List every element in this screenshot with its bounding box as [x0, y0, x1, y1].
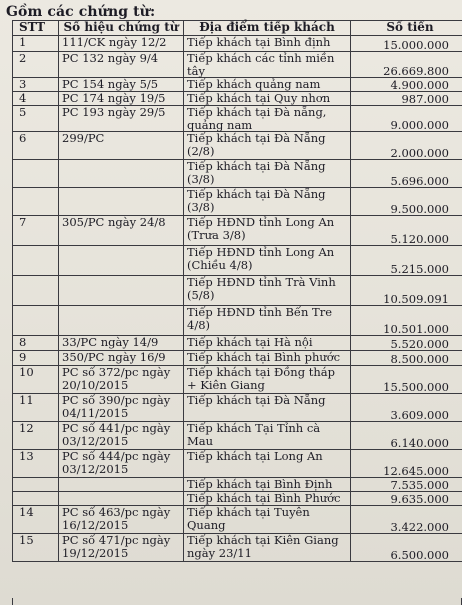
cell-so-tien: 5.696.000 [351, 160, 462, 188]
cell-dia-diem: Tiếp khách tại Kiên Giang ngày 23/11 [184, 534, 351, 562]
cell-so-tien: 10.501.000 [351, 306, 462, 336]
cell-so-hieu: 111/CK ngày 12/2 [59, 36, 184, 52]
cell-so-hieu: PC số 441/pc ngày 03/12/2015 [59, 422, 184, 450]
cell-so-tien: 9.500.000 [351, 188, 462, 216]
cell-so-tien: 6.500.000 [351, 534, 462, 562]
cell-so-tien: 9.000.000 [351, 106, 462, 132]
cell-so-tien: 3.422.000 [351, 506, 462, 534]
cell-so-tien: 4.900.000 [351, 78, 462, 92]
cell-dia-diem: Tiếp khách tại Đà nẵng, quảng nam [184, 106, 351, 132]
cell-dia-diem: Tiếp khách quảng nam [184, 78, 351, 92]
table-row [13, 534, 462, 562]
cell-so-hieu [59, 160, 184, 188]
cell-stt [13, 276, 59, 306]
cell-dia-diem: Tiếp khách tại Long An [184, 450, 351, 478]
header-stt: STT [13, 21, 59, 36]
cell-so-tien: 987.000 [351, 92, 462, 106]
table-row [13, 246, 462, 276]
table-header-row [13, 21, 462, 36]
cell-stt: 9 [13, 351, 59, 366]
cell-stt: 7 [13, 216, 59, 246]
cell-so-hieu: PC 154 ngày 5/5 [59, 78, 184, 92]
cell-so-tien: 6.140.000 [351, 422, 462, 450]
cell-so-tien: 26.669.800 [351, 52, 462, 78]
cell-dia-diem: Tiếp khách tại Đà Nẵng [184, 394, 351, 422]
cell-so-tien: 8.500.000 [351, 351, 462, 366]
cell-stt: 5 [13, 106, 59, 132]
cell-stt: 4 [13, 92, 59, 106]
cell-so-hieu: PC số 372/pc ngày 20/10/2015 [59, 366, 184, 394]
cell-stt: 10 [13, 366, 59, 394]
voucher-table [12, 20, 462, 562]
table-row [13, 78, 462, 92]
table-row [13, 366, 462, 394]
cell-stt [13, 188, 59, 216]
cell-so-tien: 5.215.000 [351, 246, 462, 276]
cell-so-hieu [59, 492, 184, 506]
cell-so-hieu: PC 174 ngày 19/5 [59, 92, 184, 106]
cell-so-hieu: 33/PC ngày 14/9 [59, 336, 184, 351]
table-row [13, 106, 462, 132]
cell-dia-diem: Tiếp khách tại Tuyên Quang [184, 506, 351, 534]
table-row [13, 492, 462, 506]
cell-so-tien: 2.000.000 [351, 132, 462, 160]
cell-so-hieu: PC số 471/pc ngày 19/12/2015 [59, 534, 184, 562]
cell-dia-diem: Tiếp khách tại Hà nội [184, 336, 351, 351]
cell-so-hieu: PC 132 ngày 9/4 [59, 52, 184, 78]
table-row [13, 394, 462, 422]
table-row [13, 132, 462, 160]
header-so-hieu: Số hiệu chứng từ [59, 21, 184, 36]
table-row [13, 422, 462, 450]
cell-so-tien: 7.535.000 [351, 478, 462, 492]
cell-dia-diem: Tiếp khách các tỉnh miền tây [184, 52, 351, 78]
cell-dia-diem: Tiếp khách tại Bình phước [184, 351, 351, 366]
table-row [13, 188, 462, 216]
table-row [13, 160, 462, 188]
cell-so-hieu: PC số 444/pc ngày 03/12/2015 [59, 450, 184, 478]
cell-stt [13, 306, 59, 336]
table-row [13, 306, 462, 336]
cell-so-hieu [59, 276, 184, 306]
cell-dia-diem: Tiếp HĐND tỉnh Bến Tre 4/8) [184, 306, 351, 336]
document-heading: Gồm các chứng từ: [6, 4, 156, 20]
cell-stt: 8 [13, 336, 59, 351]
cell-stt [13, 246, 59, 276]
cell-dia-diem: Tiếp HĐND tỉnh Long An (Trưa 3/8) [184, 216, 351, 246]
cell-dia-diem: Tiếp khách tại Đà Nẵng (3/8) [184, 160, 351, 188]
table-row [13, 216, 462, 246]
cell-dia-diem: Tiếp khách tại Bình Định [184, 478, 351, 492]
cell-so-hieu: 305/PC ngày 24/8 [59, 216, 184, 246]
cell-stt: 3 [13, 78, 59, 92]
cell-stt: 1 [13, 36, 59, 52]
table-row [13, 450, 462, 478]
table-continuation [12, 598, 462, 605]
table-row [13, 276, 462, 306]
cell-dia-diem: Tiếp HĐND tỉnh Trà Vinh (5/8) [184, 276, 351, 306]
cell-so-tien: 15.500.000 [351, 366, 462, 394]
cell-dia-diem: Tiếp khách tại Bình định [184, 36, 351, 52]
header-so-tien: Số tiền [351, 21, 462, 36]
cell-dia-diem: Tiếp khách tại Bình Phước [184, 492, 351, 506]
cell-dia-diem: Tiếp khách tại Quy nhơn [184, 92, 351, 106]
cell-so-hieu [59, 246, 184, 276]
cell-dia-diem: Tiếp khách Tại Tỉnh cà Mau [184, 422, 351, 450]
cell-so-tien: 9.635.000 [351, 492, 462, 506]
cell-so-tien: 15.000.000 [351, 36, 462, 52]
cell-so-tien: 10.509.091 [351, 276, 462, 306]
cell-so-hieu [59, 306, 184, 336]
cell-dia-diem: Tiếp HĐND tỉnh Long An (Chiều 4/8) [184, 246, 351, 276]
cell-so-tien: 3.609.000 [351, 394, 462, 422]
table-row [13, 478, 462, 492]
cell-dia-diem: Tiếp khách tại Đồng tháp + Kiên Giang [184, 366, 351, 394]
cell-so-hieu: PC số 463/pc ngày 16/12/2015 [59, 506, 184, 534]
table-row [13, 52, 462, 78]
cell-so-hieu: PC số 390/pc ngày 04/11/2015 [59, 394, 184, 422]
cell-stt: 2 [13, 52, 59, 78]
cell-so-tien: 5.520.000 [351, 336, 462, 351]
cell-stt [13, 160, 59, 188]
table-row [13, 351, 462, 366]
cell-stt [13, 492, 59, 506]
cell-stt: 14 [13, 506, 59, 534]
cell-so-hieu: 350/PC ngày 16/9 [59, 351, 184, 366]
cell-dia-diem: Tiếp khách tại Đà Nẵng (2/8) [184, 132, 351, 160]
cell-stt: 6 [13, 132, 59, 160]
cell-so-tien: 12.645.000 [351, 450, 462, 478]
table-row [13, 336, 462, 351]
cell-so-hieu [59, 478, 184, 492]
table-row [13, 36, 462, 52]
cell-so-hieu: PC 193 ngày 29/5 [59, 106, 184, 132]
cell-stt [13, 478, 59, 492]
cell-stt: 12 [13, 422, 59, 450]
header-dia-diem: Địa điểm tiếp khách [184, 21, 351, 36]
cell-stt: 13 [13, 450, 59, 478]
cell-stt: 15 [13, 534, 59, 562]
cell-so-hieu: 299/PC [59, 132, 184, 160]
table-row [13, 92, 462, 106]
cell-so-tien: 5.120.000 [351, 216, 462, 246]
cell-stt: 11 [13, 394, 59, 422]
cell-dia-diem: Tiếp khách tại Đà Nẵng (3/8) [184, 188, 351, 216]
cell-so-hieu [59, 188, 184, 216]
table-row [13, 506, 462, 534]
